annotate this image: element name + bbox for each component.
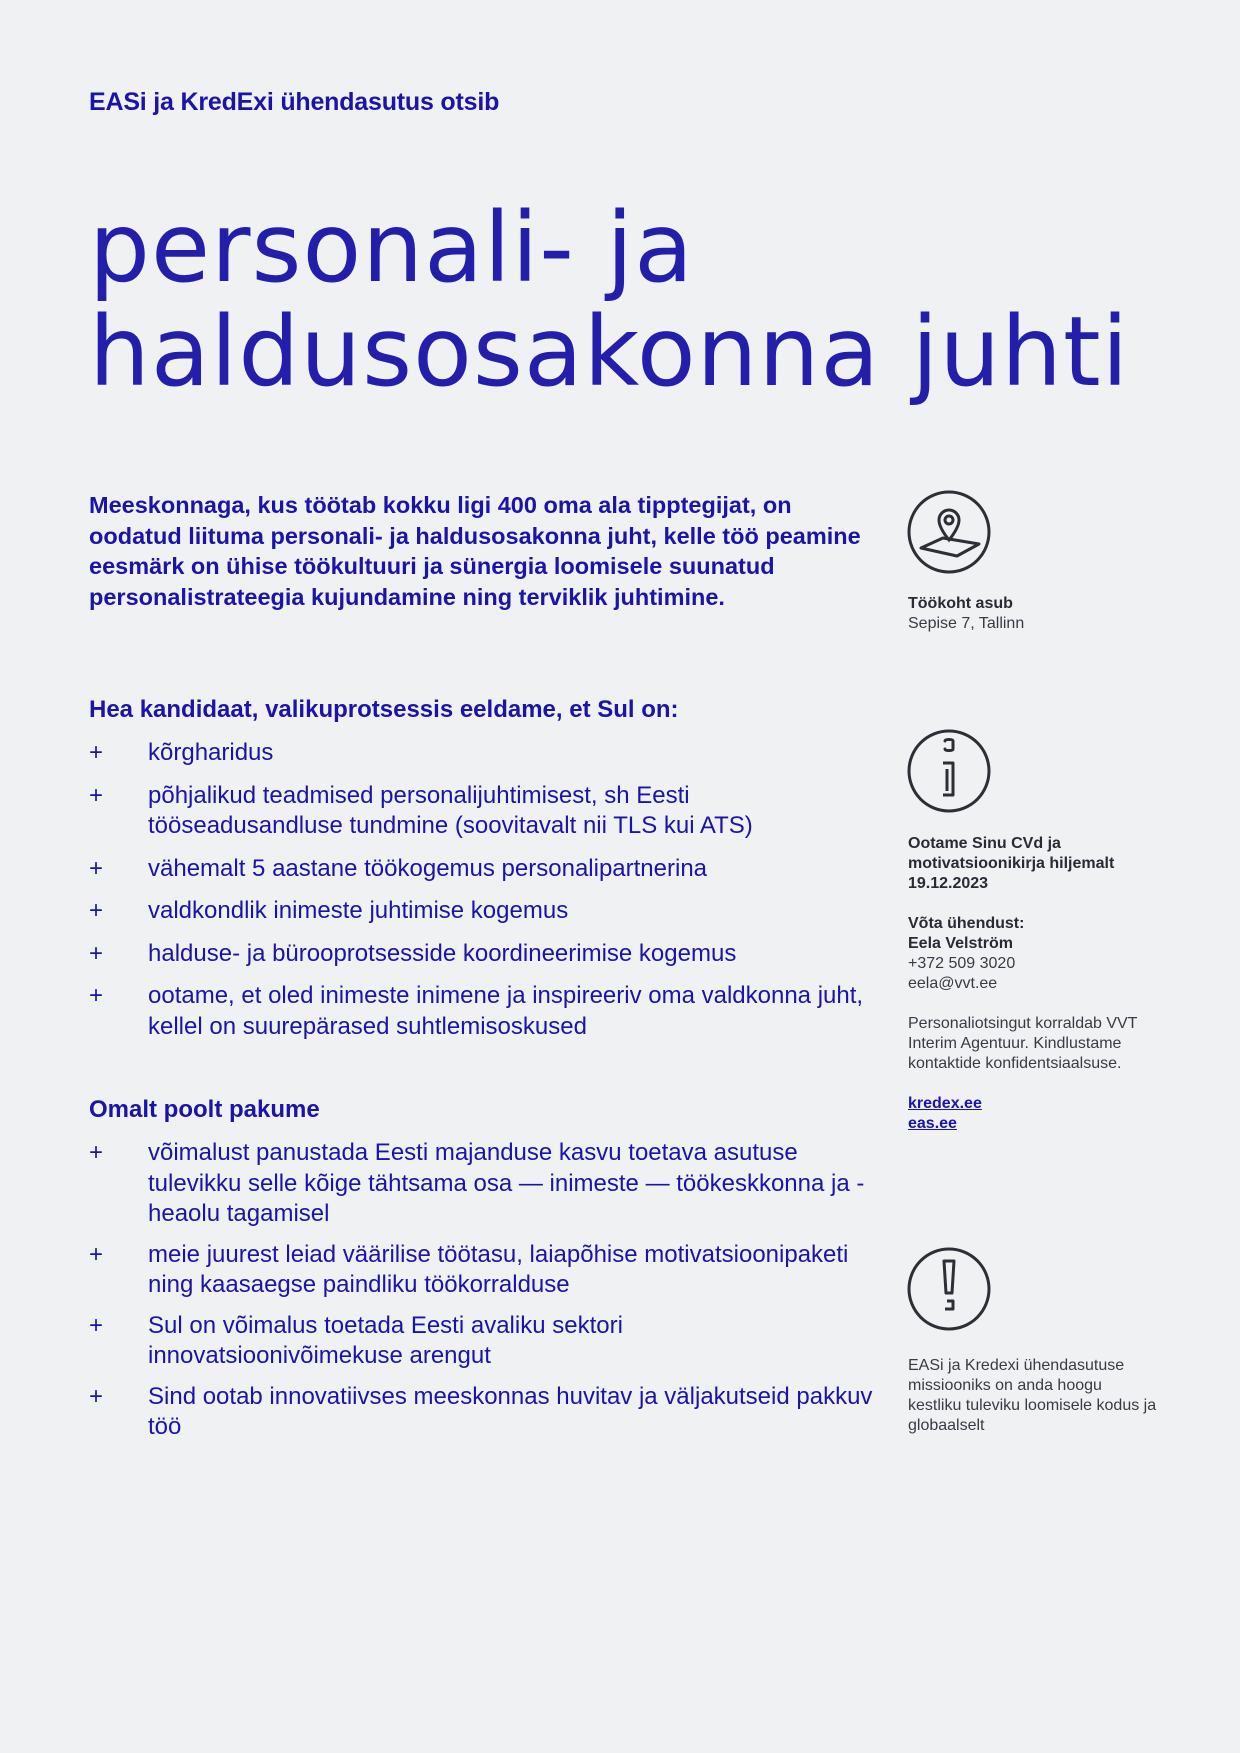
mission-block [908,1356,1158,1436]
requirements-heading: Hea kandidaat, valikuprotsessis eeldame, et Sul on: [89,696,679,723]
plus-icon: + [89,939,104,967]
list-item: + Sul on võimalus toetada Eesti avaliku sektori innovatsioonivõimekuse arengut [89,1311,623,1369]
contact-email: eela@vvt.ee [908,975,998,992]
list-item: + põhjalikud teadmised personalijuhtimisest, sh Eesti tööseadusandluse tundmine (soovitavalt nii TLS kui ATS) [89,781,753,839]
location-label: Töökoht asub [908,595,1013,612]
kicker: EASi ja KredExi ühendasutus otsib [89,88,500,116]
list-item: + meie juurest leiad väärilise töötasu, laiapõhise motivatsioonipaketi ning kaasaegse paindliku töökorralduse [89,1240,849,1298]
mission-text: EASi ja Kredexi ühendasutuse missiooniks on anda hoogu kestliku tuleviku loomisele kodus ja globaalselt [908,1357,1157,1434]
list-item: + kõrgharidus [89,738,879,769]
plus-icon: + [89,1139,104,1166]
title-line-1: personali- ja [89,192,694,304]
application-info [908,834,1158,1134]
location-block [908,594,1158,634]
exclamation-icon [907,1247,991,1331]
list-item: + halduse- ja bürooprotsesside koordineerimise kogemus [89,939,879,970]
page-title [89,192,1149,408]
kredex-link[interactable]: kredex.ee [908,1095,982,1112]
title-line-2: haldusosakonna juhti [89,296,1130,408]
plus-icon: + [89,739,104,766]
plus-icon: + [89,1311,104,1339]
list-item: + võimalust panustada Eesti majanduse kasvu toetava asutuse tulevikku selle kõige tähtsama osa — inimeste — töökeskkonna ja -heaolu tagamisel [89,1139,865,1227]
plus-icon: + [89,897,104,924]
lead-paragraph: Meeskonnaga, kus töötab kokku ligi 400 oma ala tipptegijat, on oodatud liituma personali- ja haldusosakonna juht, kelle töö peamine eesmärk on ühise töökultuuri ja sünergia loomisele suunatud personalistrateegia kujundamine ning terviklik juhtimine. [89,492,861,610]
plus-icon: + [89,1382,104,1410]
contact-phone: +372 509 3020 [908,955,1016,972]
contact-label: Võta ühendust: [908,915,1025,932]
info-icon [907,729,991,813]
plus-icon: + [89,854,104,882]
list-item: + valdkondlik inimeste juhtimise kogemus [89,896,879,927]
requirements-list [89,738,879,1054]
deadline-text: Ootame Sinu CVd ja motivatsioonikirja hiljemalt 19.12.2023 [908,835,1115,892]
contact-name: Eela Velström [908,935,1013,952]
list-item: + ootame, et oled inimeste inimene ja inspireeriv oma valdkonna juht, kellel on suurepärased suhtlemisoskused [89,982,864,1040]
list-item: + Sind ootab innovatiivses meeskonnas huvitav ja väljakutseid pakkuv töö [89,1382,873,1440]
agency-note: Personaliotsingut korraldab VVT Interim Agentuur. Kindlustame kontaktide konfidentsiaalsuse. [908,1015,1138,1072]
plus-icon: + [89,781,104,809]
list-item: + vähemalt 5 aastane töökogemus personalipartnerina [89,854,879,885]
location-pin-map-icon [907,490,991,574]
offer-heading: Omalt poolt pakume [89,1096,320,1123]
eas-link[interactable]: eas.ee [908,1115,957,1132]
offer-list [89,1138,879,1453]
plus-icon: + [89,1240,104,1268]
plus-icon: + [89,982,104,1009]
location-value: Sepise 7, Tallinn [908,615,1025,632]
